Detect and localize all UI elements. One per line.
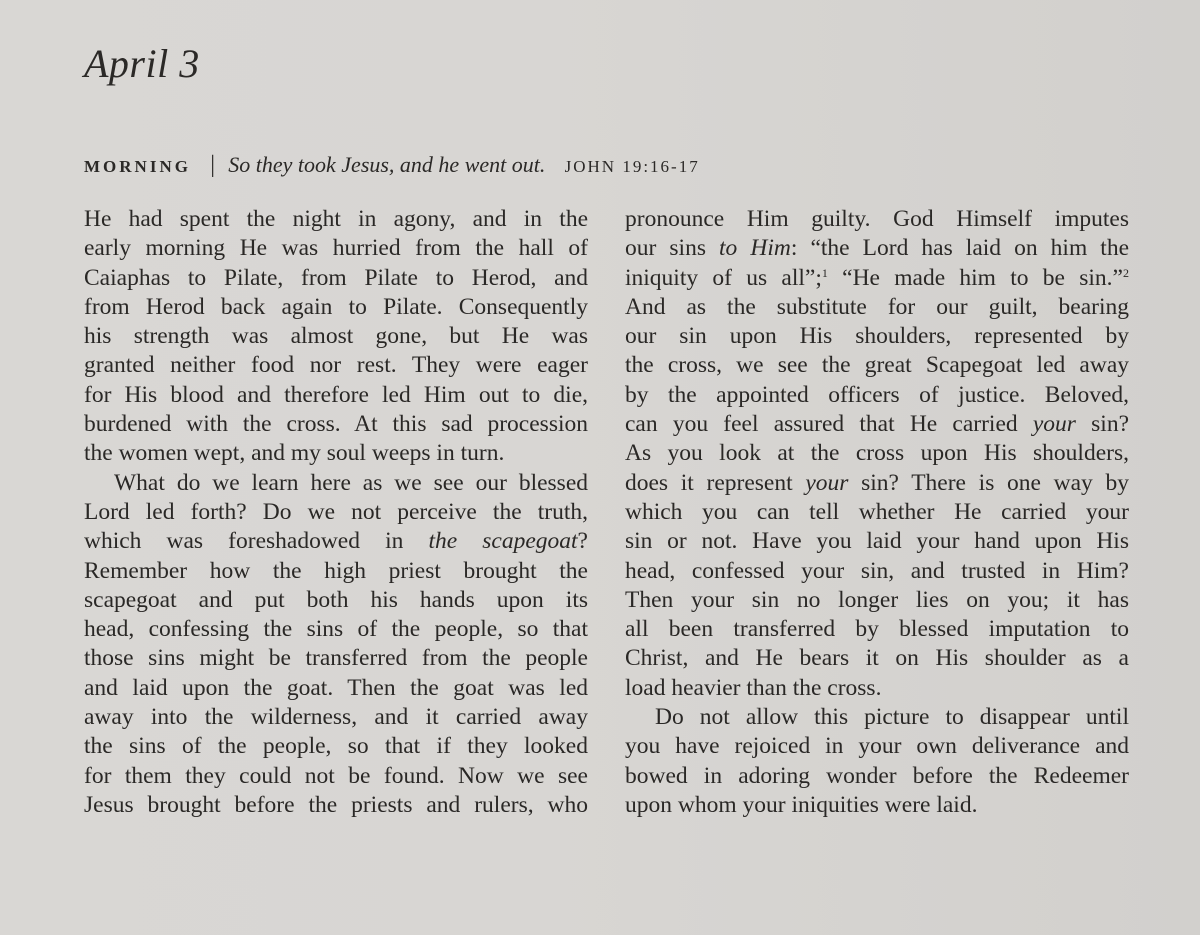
text-line: burdened with the cross. At this sad procession: [84, 411, 588, 438]
text-line: all been transferred by blessed imputation to: [625, 616, 1129, 643]
scripture-quote: So they took Jesus, and he went out.: [228, 152, 546, 177]
text-line: which was foreshadowed in the scapegoat?: [84, 528, 588, 555]
text-line: the cross, we see the great Scapegoat led away: [625, 352, 1129, 379]
text-line: Jesus brought before the priests and rulers, who: [84, 791, 588, 818]
text-line: iniquity of us all”;$^1$ “He made him to be sin.”$^2$: [625, 264, 1129, 291]
text-line: early morning He was hurried from the hall of: [84, 235, 588, 262]
paragraph: [625, 703, 1129, 820]
text-line: Lord led forth? Do we not perceive the truth,: [84, 498, 588, 525]
text-line: our sins to Him: “the Lord has laid on him the: [625, 235, 1129, 262]
text-line: Christ, and He bears it on His shoulder as a: [625, 645, 1129, 672]
text-line: He had spent the night in agony, and in the: [84, 206, 588, 232]
page-date-heading: April 3: [84, 41, 200, 86]
text-line: scapegoat and put both his hands upon its: [84, 586, 588, 613]
text-line: granted neither food nor rest. They were eager: [84, 352, 588, 379]
text-line: bowed in adoring wonder before the Redeemer: [625, 762, 1129, 789]
text-line: pronounce Him guilty. God Himself imputes: [625, 206, 1129, 232]
text-line: and laid upon the goat. Then the goat was led: [84, 674, 588, 701]
text-line: which you can tell whether He carried your: [625, 498, 1129, 525]
text-line: As you look at the cross upon His shoulders,: [625, 440, 1129, 467]
text-line: for them they could not be found. Now we see: [84, 762, 588, 789]
text-line: And as the substitute for our guilt, bearing: [625, 293, 1129, 320]
text-line: those sins might be transferred from the people: [84, 645, 588, 672]
left-column: [84, 205, 588, 820]
text-line: from Herod back again to Pilate. Consequently: [84, 293, 588, 320]
text-line: Do not allow this picture to disappear until: [655, 704, 1129, 731]
text-line: our sin upon His shoulders, represented by: [625, 323, 1129, 350]
paragraph: [84, 469, 588, 821]
text-line: What do we learn here as we see our blessed: [114, 469, 588, 496]
text-line: the women wept, and my soul weeps in turn.: [84, 440, 505, 467]
text-line: sin or not. Have you laid your hand upon His: [625, 528, 1129, 555]
reading-header: [84, 152, 700, 179]
text-line: load heavier than the cross.: [625, 674, 882, 701]
right-column: [625, 205, 1129, 820]
text-line: by the appointed officers of justice. Beloved,: [625, 381, 1129, 408]
text-line: for His blood and therefore led Him out to die,: [84, 381, 588, 408]
text-line: away into the wilderness, and it carried away: [84, 704, 588, 731]
paragraph: [84, 205, 588, 469]
text-line: the sins of the people, so that if they looked: [84, 733, 588, 760]
text-line: can you feel assured that He carried your sin?: [625, 411, 1129, 438]
text-line: head, confessing the sins of the people, so that: [84, 616, 588, 643]
text-line: Caiaphas to Pilate, from Pilate to Herod, and: [84, 264, 588, 291]
text-line: Remember how the high priest brought the: [84, 557, 588, 584]
text-line: head, confessed your sin, and trusted in Him?: [625, 557, 1129, 584]
text-line: upon whom your iniquities were laid.: [625, 791, 978, 818]
text-line: Then your sin no longer lies on you; it has: [625, 586, 1129, 613]
paragraph: [625, 205, 1129, 703]
text-line: you have rejoiced in your own deliverance and: [625, 733, 1129, 760]
header-separator: |: [210, 152, 216, 178]
text-line: does it represent your sin? There is one way by: [625, 469, 1129, 496]
scripture-reference: JOHN 19:16-17: [564, 157, 700, 176]
section-label: MORNING: [84, 157, 191, 176]
text-line: his strength was almost gone, but He was: [84, 323, 588, 350]
